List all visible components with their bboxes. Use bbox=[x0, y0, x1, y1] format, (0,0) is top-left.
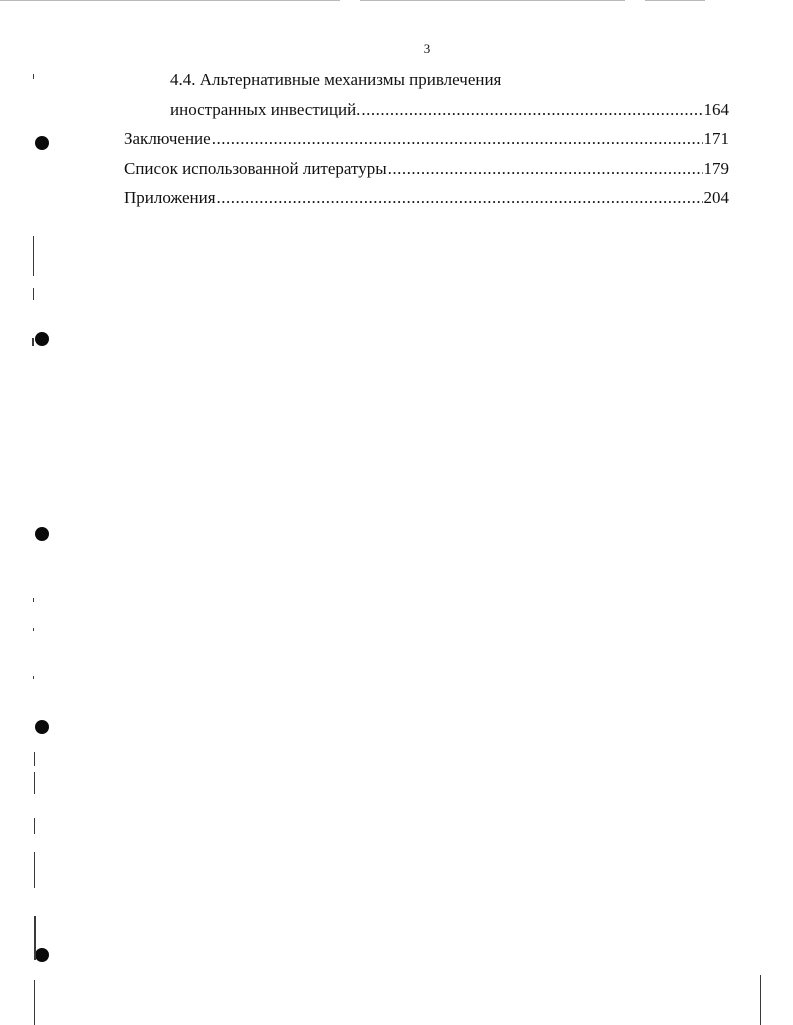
punch-hole bbox=[35, 332, 49, 346]
toc-page-number: 164 bbox=[703, 100, 729, 119]
scan-artifact bbox=[33, 676, 34, 679]
page-number: 3 bbox=[423, 41, 431, 56]
punch-hole bbox=[35, 720, 49, 734]
toc-leader-dots bbox=[217, 187, 703, 209]
toc-page-number: 204 bbox=[703, 188, 729, 207]
scan-artifact bbox=[32, 338, 34, 346]
punch-hole bbox=[35, 948, 49, 962]
toc-entry-appendices bbox=[124, 187, 729, 209]
toc-entry-4-4-title-line1: 4.4. Альтернативные механизмы привлечения bbox=[170, 70, 502, 89]
scan-edge-line-left bbox=[0, 0, 340, 1]
scan-artifact bbox=[34, 916, 36, 960]
toc-entry-label: Приложения bbox=[124, 188, 216, 207]
scan-artifact bbox=[34, 772, 35, 794]
toc-page-number: 179 bbox=[703, 159, 729, 178]
toc-entry-references bbox=[124, 158, 729, 180]
scan-artifact bbox=[34, 752, 35, 766]
toc-leader-dots bbox=[361, 99, 702, 121]
scan-artifact bbox=[33, 628, 34, 631]
scan-artifact bbox=[33, 598, 34, 602]
toc-entry-conclusion bbox=[124, 128, 729, 150]
toc-entry-label: Список использованной литературы bbox=[124, 159, 387, 178]
punch-hole bbox=[35, 527, 49, 541]
punch-hole bbox=[35, 136, 49, 150]
toc-leader-dots bbox=[212, 128, 703, 150]
toc-page-number: 171 bbox=[703, 129, 729, 148]
scan-edge-line-right bbox=[645, 0, 705, 1]
scan-artifact bbox=[34, 980, 35, 1025]
scan-artifact bbox=[34, 818, 35, 834]
scan-edge-line-middle bbox=[360, 0, 625, 1]
toc-entry-4-4-title-line2: иностранных инвестиций. bbox=[170, 100, 361, 119]
toc-entry-label: Заключение bbox=[124, 129, 211, 148]
scan-artifact bbox=[34, 852, 35, 888]
toc-entry-4-4 bbox=[170, 99, 729, 121]
scan-artifact bbox=[760, 975, 761, 1025]
toc-leader-dots bbox=[388, 158, 703, 180]
scan-artifact bbox=[33, 236, 34, 276]
scan-artifact bbox=[33, 288, 34, 300]
scan-artifact bbox=[33, 74, 34, 79]
